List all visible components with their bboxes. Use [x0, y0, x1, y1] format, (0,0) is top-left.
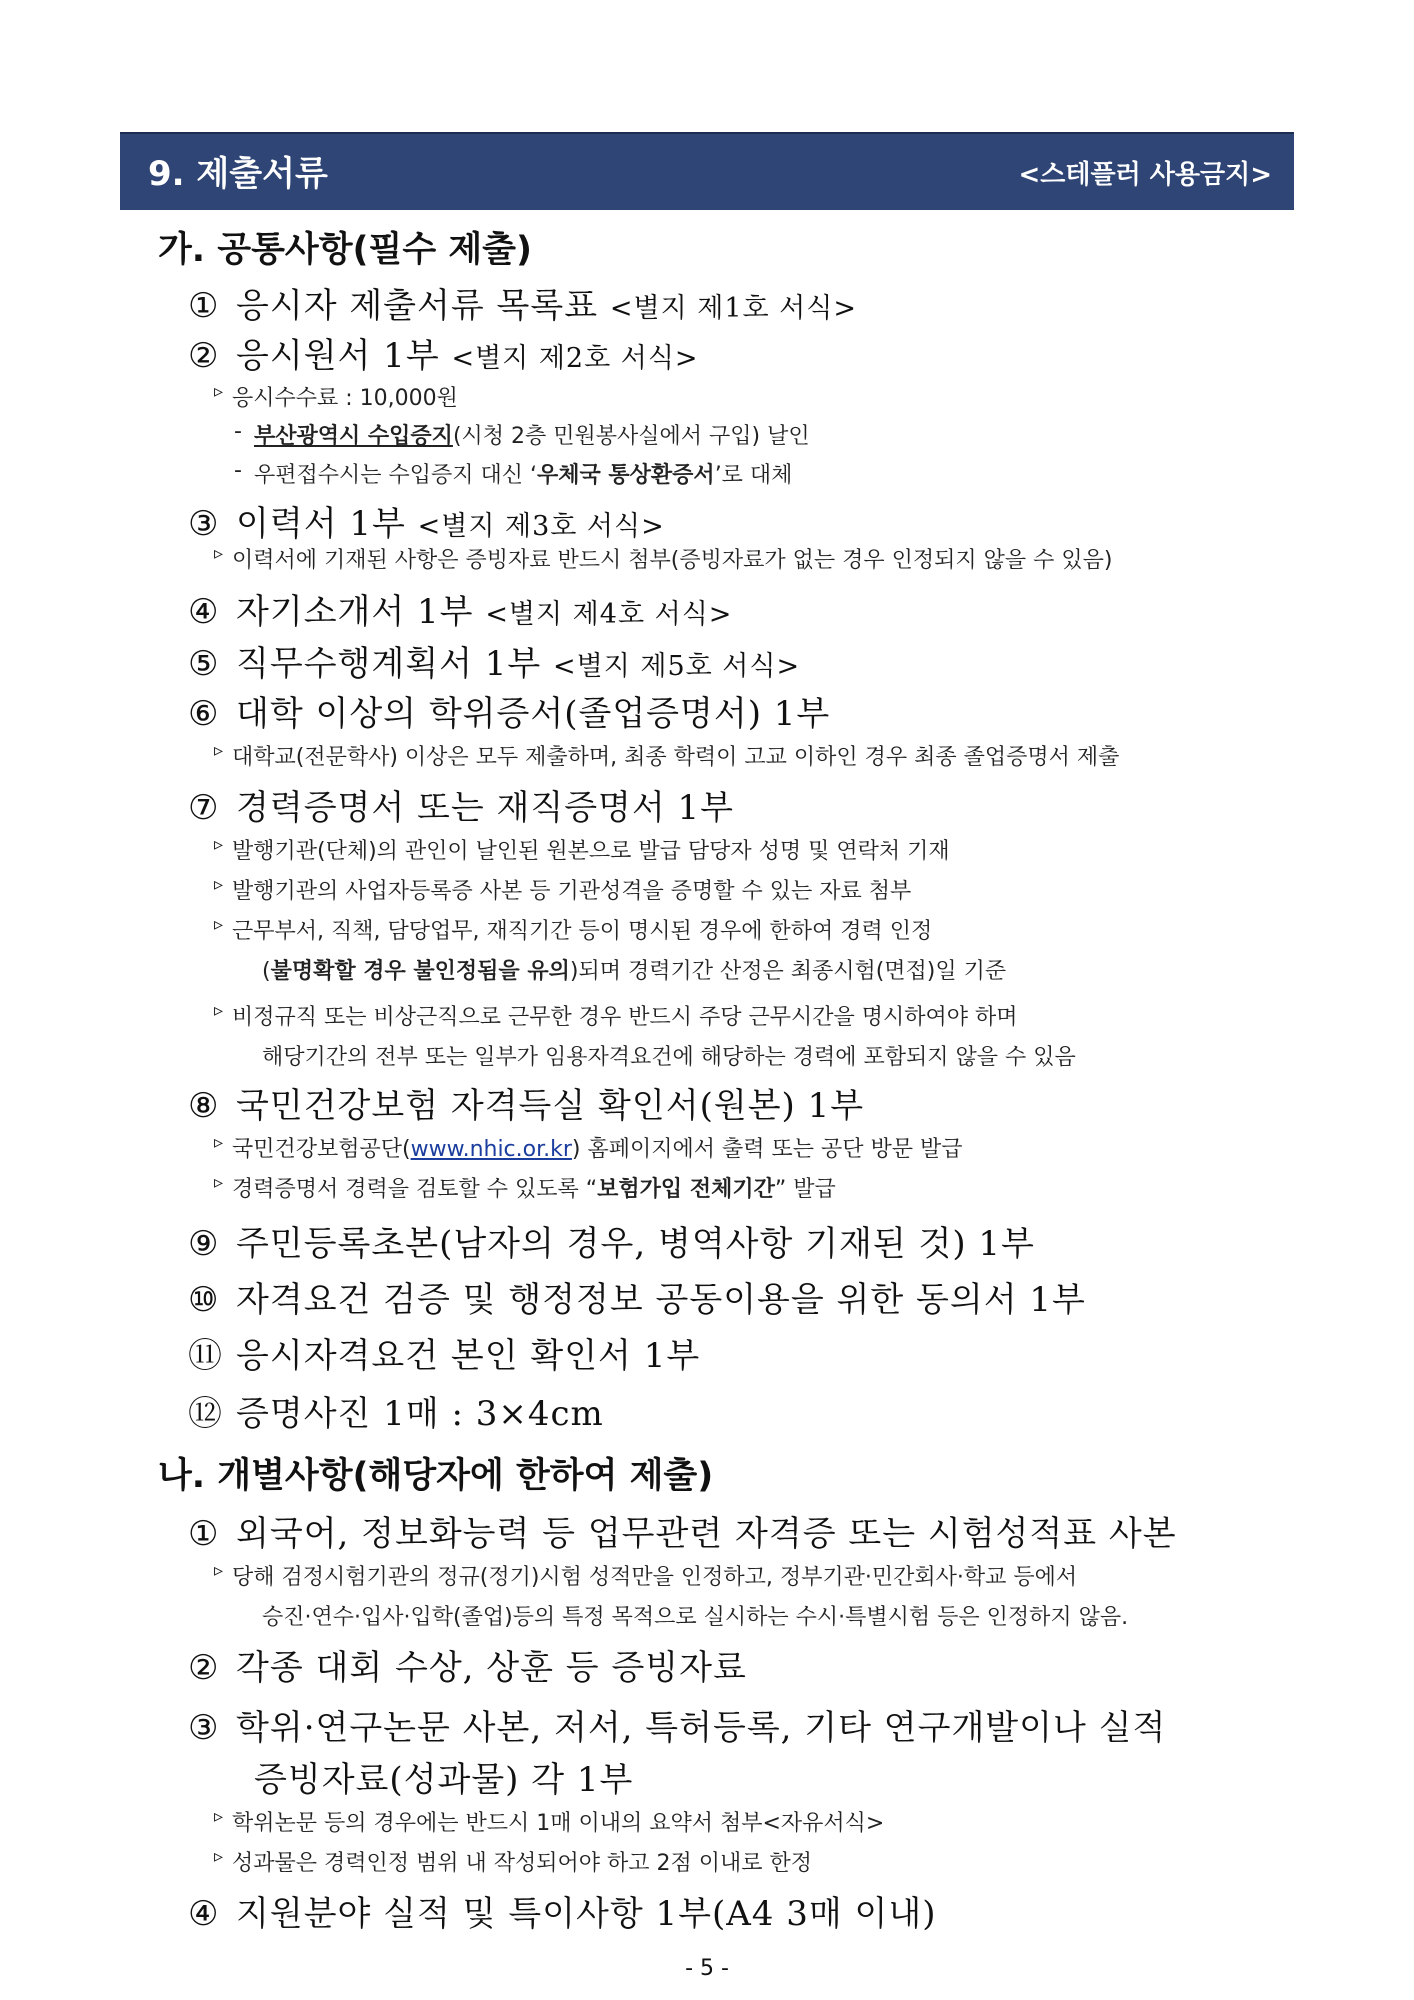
list-item: ④ 지원분야 실적 및 특이사항 1부(A4 3매 이내) — [188, 1894, 937, 1934]
list-item: ⑩ 자격요건 검증 및 행정정보 공동이용을 위한 동의서 1부 — [188, 1280, 1086, 1320]
item-text: 응시자 제출서류 목록표 — [236, 286, 610, 326]
list-item: ⑪ 응시자격요건 본인 확인서 1부 — [188, 1336, 701, 1376]
note-career-1: ▹ 발행기관(단체)의 관인이 날인된 원본으로 발급 담당자 성명 및 연락처 기재 — [232, 834, 950, 865]
list-item: ② 각종 대회 수상, 상훈 등 증빙자료 — [188, 1648, 747, 1688]
list-item — [188, 328, 699, 377]
note-mail: - 우편접수시는 수입증지 대신 ‘우체국 통상환증서’로 대체 — [254, 458, 792, 489]
list-item: ③ 이력서 1부 <별지 제3호 서식> — [188, 504, 665, 544]
list-item: ① 외국어, 정보화능력 등 업무관련 자격증 또는 시험성적표 사본 — [188, 1514, 1177, 1554]
note-degree: ▹ 대학교(전문학사) 이상은 모두 제출하며, 최종 학력이 고교 이하인 경우 최종 졸업증명서 제출 — [232, 740, 1119, 771]
section-b-title: 나. 개별사항(해당자에 한하여 제출) — [158, 1456, 714, 1496]
section-title: 9. 제출서류 — [148, 154, 328, 194]
list-item: ⑤ 직무수행계획서 1부 <별지 제5호 서식> — [188, 644, 801, 684]
note-career-2: ▹ 발행기관의 사업자등록증 사본 등 기관성격을 증명할 수 있는 자료 첨부 — [232, 874, 911, 905]
list-item: ③ 학위·연구논문 사본, 저서, 특허등록, 기타 연구개발이나 실적 — [188, 1708, 1167, 1748]
note-nhis: ▹ 국민건강보험공단(www.nhic.or.kr) 홈페이지에서 출력 또는 공단 방문 발급 — [232, 1132, 963, 1163]
list-item: ⑥ 대학 이상의 학위증서(졸업증명서) 1부 — [188, 694, 831, 734]
list-item: ⑦ 경력증명서 또는 재직증명서 1부 — [188, 788, 735, 828]
item-form-ref: <별지 제1호 서식> — [609, 293, 857, 324]
list-item: ⑫ 증명사진 1매 : 3×4cm — [188, 1394, 604, 1434]
list-item: ⑨ 주민등록초본(남자의 경우, 병역사항 기재된 것) 1부 — [188, 1224, 1035, 1264]
note-career-3-cont: (불명확할 경우 불인정됨을 유의)되며 경력기간 산정은 최종시험(면접)일 기준 — [262, 959, 1007, 984]
list-item: ④ 자기소개서 1부 <별지 제4호 서식> — [188, 592, 733, 632]
note-cert-1: ▹ 당해 검정시험기관의 정규(정기)시험 성적만을 인정하고, 정부기관·민간회사·학교 등에서 — [232, 1560, 1077, 1591]
note-resume: ▹ 이력서에 기재된 사항은 증빙자료 반드시 첨부(증빙자료가 없는 경우 인정되지 않을 수 있음) — [232, 543, 1112, 574]
note-paper-2: ▹ 성과물은 경력인정 범위 내 작성되어야 하고 2점 이내로 한정 — [232, 1846, 812, 1877]
item-number: ② — [188, 336, 220, 376]
note-career-4-cont: 해당기간의 전부 또는 일부가 임용자격요건에 해당하는 경력에 포함되지 않을 수 있음 — [262, 1045, 1076, 1070]
note-career-3: ▹ 근무부서, 직책, 담당업무, 재직기간 등이 명시된 경우에 한하여 경력 인정 — [232, 914, 932, 945]
note-paper-1: ▹ 학위논문 등의 경우에는 반드시 1매 이내의 요약서 첨부<자유서식> — [232, 1806, 884, 1837]
note-cert-2: 승진·연수·입사·입학(졸업)등의 특정 목적으로 실시하는 수시·특별시험 등은 인정하지 않음. — [262, 1605, 1129, 1630]
note-career-4: ▹ 비정규직 또는 비상근직으로 근무한 경우 반드시 주당 근무시간을 명시하여야 하며 — [232, 1000, 1018, 1031]
list-item — [188, 278, 857, 327]
page-number: - 5 - — [685, 1956, 729, 1981]
item-text: 응시원서 1부 — [236, 336, 452, 376]
list-item: ⑧ 국민건강보험 자격득실 확인서(원본) 1부 — [188, 1086, 865, 1126]
section-a-title: 가. 공통사항(필수 제출) — [158, 230, 532, 270]
nhis-link[interactable]: www.nhic.or.kr — [410, 1137, 572, 1162]
note-stamp: - 부산광역시 수입증지(시청 2층 민원봉사실에서 구입) 날인 — [254, 419, 810, 450]
note-nhis-2: ▹ 경력증명서 경력을 검토할 수 있도록 “보험가입 전체기간” 발급 — [232, 1172, 836, 1203]
item-number: ① — [188, 286, 220, 326]
list-item-cont: 증빙자료(성과물) 각 1부 — [254, 1760, 634, 1800]
stapler-notice: <스테플러 사용금지> — [1018, 160, 1272, 190]
item-form-ref: <별지 제2호 서식> — [451, 343, 699, 374]
note-fee: ▹ 응시수수료 : 10,000원 — [232, 381, 458, 412]
section-header-bar — [120, 132, 1294, 210]
